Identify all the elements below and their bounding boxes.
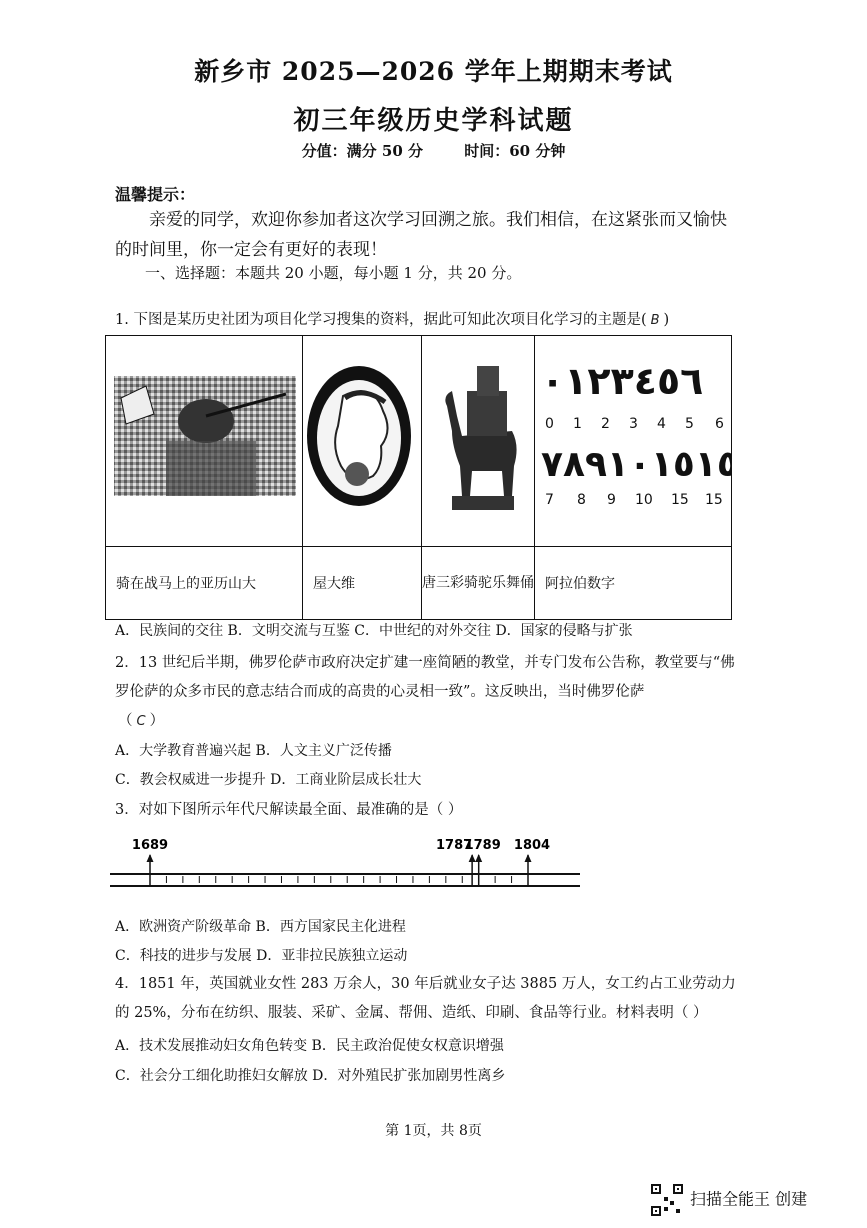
latin-digit: 5 <box>685 416 694 432</box>
latin-digit: 8 <box>577 492 586 508</box>
alexander-image-cell <box>106 336 303 547</box>
scanner-watermark <box>650 1183 807 1217</box>
arabic-row-2: ٧٨٩١٠١٥١٥ <box>541 444 731 485</box>
timeline-arrow-1689 <box>147 854 154 862</box>
tips-heading: 温馨提示： <box>115 185 196 204</box>
q4-options-cd: C．社会分工细化助推妇女解放 D．对外殖民扩张加剧男性离乡 <box>115 1068 506 1084</box>
q1-close: ) <box>663 312 670 328</box>
latin-digit: 6 <box>715 416 724 432</box>
exam-subtitle: 初三年级历史学科试题 <box>293 106 574 136</box>
question-3-stem: 3．对如下图所示年代尺解读最全面、最准确的是（ ） <box>115 802 463 818</box>
timeline-arrow-1804 <box>525 854 532 862</box>
q2-options-ab: A．大学教育普遍兴起 B．人文主义广泛传播 <box>115 743 392 759</box>
exam-title: 新乡市 2025—2026 学年上期期末考试 <box>194 57 673 86</box>
latin-digit: 7 <box>545 492 554 508</box>
question-2-stem: 2．13 世纪后半期，佛罗伦萨市政府决定扩建一座简陋的教堂，并专门发布公告称，教堂要与“佛罗伦萨的众多市民的意志结合而成的高贵的心灵相一致”。这反映出，当时佛罗伦萨 <box>115 655 735 700</box>
q2-handwritten-answer: C <box>136 714 146 729</box>
section-heading: 一、选择题：本题共 20 小题，每小题 1 分，共 20 分。 <box>145 264 522 282</box>
latin-digit: 10 <box>635 492 653 508</box>
page-footer: 第 1页，共 8页 <box>385 1123 482 1139</box>
latin-digit: 3 <box>629 416 638 432</box>
caption-octavian: 屋大维 <box>303 547 422 620</box>
q2-paren-open: （ <box>118 713 133 729</box>
latin-digit: 15 <box>705 492 723 508</box>
timeline-label-1804: 1804 <box>513 838 551 853</box>
timeline-markers <box>132 838 550 886</box>
tang-camel-image-cell <box>422 336 535 547</box>
latin-digit: 9 <box>607 492 616 508</box>
q2-options-cd: C．教会权威进一步提升 D．工商业阶层成长壮大 <box>115 772 422 788</box>
timeline-label-1787: 1787 <box>436 838 473 853</box>
timeline-figure <box>110 835 580 887</box>
timeline-arrow-1789 <box>475 854 482 862</box>
q1-stem-text: 1. 下图是某历史社团为项目化学习搜集的资料，据此可知此次项目化学习的主题是( <box>115 312 647 328</box>
q2-paren-close: ） <box>149 713 165 729</box>
q2-answer-paren <box>118 707 748 736</box>
tang-sancai-camel-image <box>422 336 534 542</box>
caption-alexander: 骑在战马上的亚历山大 <box>106 547 303 620</box>
caption-arabic-numerals: 阿拉伯数字 <box>535 547 732 620</box>
arabic-numerals-image-cell <box>535 336 732 547</box>
question-1-material-table <box>105 335 732 620</box>
arabic-row-1: ٠١٢٣٤٥٦ <box>541 359 704 403</box>
q1-options: A．民族间的交往 B．文明交流与互鉴 C．中世纪的对外交往 D．国家的侵略与扩张 <box>115 623 633 639</box>
octavian-cameo-image <box>303 336 421 542</box>
time-info: 时间：60 分钟 <box>464 142 566 160</box>
tips-body: 亲爱的同学，欢迎你参加者这次学习回溯之旅。我们相信，在这紧张而又愉快的时间里，你一定会有更好的表现！ <box>115 210 727 260</box>
question-1-stem <box>115 306 765 335</box>
arabic-numerals-image <box>535 336 731 542</box>
question-4-stem: 4．1851 年，英国就业女性 283 万余人，30 年后就业女子达 3885 万人，女工约占工业劳动力的 25%，分布在纺织、服装、采矿、金属、帮佣、造纸、印刷、食品等行业。材料表明（ ） <box>115 976 736 1021</box>
latin-digit: 1 <box>573 416 582 432</box>
q1-handwritten-answer: B <box>650 313 660 328</box>
score-info: 分值：满分 50 分 <box>301 142 423 160</box>
q3-options-ab: A．欧洲资产阶级革命 B．西方国家民主化进程 <box>115 919 406 935</box>
octavian-image-cell <box>303 336 422 547</box>
caption-tang-camel: 唐三彩骑驼乐舞俑 <box>422 547 535 620</box>
q3-options-cd: C．科技的进步与发展 D．亚非拉民族独立运动 <box>115 948 408 964</box>
latin-digit: 4 <box>657 416 666 432</box>
watermark-text: 扫描全能王 创建 <box>690 1189 808 1209</box>
timeline-ticks <box>166 876 511 883</box>
timeline-arrow-1787 <box>469 854 476 862</box>
timeline-label-1789: 1789 <box>464 838 501 853</box>
q4-options-ab: A．技术发展推动妇女角色转变 B．民主政治促使女权意识增强 <box>115 1038 504 1054</box>
timeline-label-1689: 1689 <box>131 838 169 853</box>
latin-digit: 15 <box>671 492 689 508</box>
exam-meta <box>0 140 867 161</box>
latin-digit: 2 <box>601 416 610 432</box>
latin-digit: 0 <box>545 416 554 432</box>
qr-code-icon <box>650 1183 684 1217</box>
alexander-mosaic-image <box>106 336 302 542</box>
